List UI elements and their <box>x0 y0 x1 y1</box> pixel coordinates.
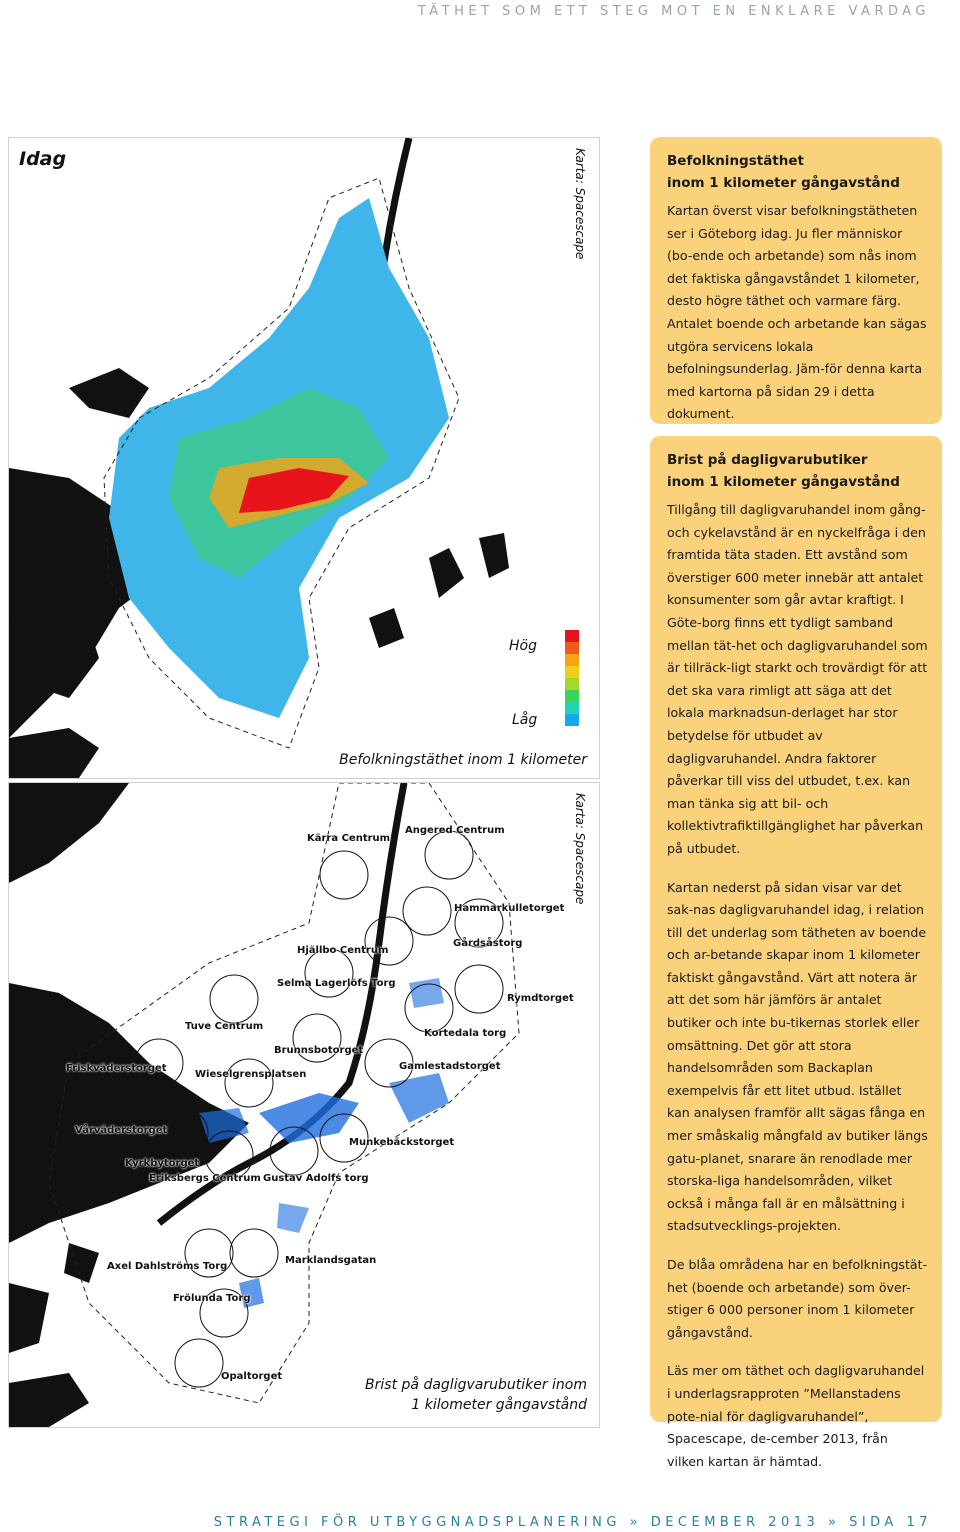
legend-swatch <box>565 654 579 666</box>
place-label: Friskväderstorget <box>66 1063 167 1074</box>
running-footer <box>214 1515 932 1530</box>
box-heading: inom 1 kilometer gångavstånd <box>667 474 900 490</box>
map-title-line: Brist på dagligvarubutiker inom <box>365 1377 587 1393</box>
density-map <box>8 137 600 779</box>
legend-swatch <box>565 666 579 678</box>
map-credit: Karta: Spacescape <box>573 148 587 260</box>
legend-low-label: Låg <box>512 712 538 728</box>
place-label: Gustav Adolfs torg <box>263 1173 369 1184</box>
box-heading: inom 1 kilometer gångavstånd <box>667 175 900 191</box>
box-body: Kartan överst visar befolkningstätheten ser i Göteborg idag. Ju fler människor (bo-ende och arbetande) som nås inom det faktiska gångavståndet 1 kilometer, desto högre täthet och varmare färg. Antalet boende och arbetande kan sägas utgöra servicens lokala befolningsunderlag. Jäm-för denna karta med kartorna på sidan 29 i detta dokument. <box>667 203 927 422</box>
box-paragraph: De blåa områdena har en befolkningstät-het (boende och arbetande) som över-stiger 6 000 personer inom 1 kilometer gångavstånd. <box>667 1257 928 1340</box>
legend-swatch <box>565 702 579 714</box>
place-label: Marklandsgatan <box>285 1255 377 1266</box>
footer-separator: » <box>827 1515 841 1530</box>
box-paragraph: Tillgång till dagligvaruhandel inom gång- och cykelavstånd är en nyckelfråga i den framtida täta staden. Ett avstånd som överstiger 600 meter innebär att antalet konsumenter som går avtar kraftigt. I Göte-borg finns ett tydligt samband mellan tät-het och dagligvaruhandel som är tillräck-ligt starkt och trovärdigt för att det ska vara rimligt att säga att det lokala marknadsun-derlaget har stor betydelse för utbudet av dagligvaruhandel. Andra faktorer påverkar till viss del utbudet, t.ex. kan man tänka sig att bil- och kollektivtrafiktillgänglighet har påverkan på utbudet. <box>667 502 928 856</box>
grocery-gap-map <box>8 782 600 1428</box>
place-label: Kortedala torg <box>424 1028 507 1039</box>
map-period-label: Idag <box>19 148 67 170</box>
map-period-label: Idag <box>19 793 67 815</box>
box-paragraph: Läs mer om täthet och dagligvaruhandel i underlagsrapproten ”Mellanstadens pote-nial för dagligvaruhandel”, Spacescape, de-cember 2013, från vilken kartan är hämtad. <box>667 1363 925 1469</box>
place-label: Angered Centrum <box>405 825 505 836</box>
place-label: Kyrkbytorget <box>125 1158 200 1169</box>
footer-date: DECEMBER 2013 <box>650 1515 820 1530</box>
box-paragraph: Kartan nederst på sidan visar var det sak-nas dagligvaruhandel idag, i relation till det underlag som tätheten av boende och ar-betande skapar inom 1 kilometer faktiskt gångavstånd. Värt att notera är att det som här jämförs är antalet butiker och inte bu-tikernas storlek eller omsättning. Det gör att stora handelsområden som Backaplan exempelvis får ett litet utbud. Istället kan analysen framför allt sägas fånga en mer småskalig mångfald av butiker längs gatu-planet, snarare än renodlade mer storska-liga handelsområden, vilket också i många fall är en målsättning i stadsutvecklings-projekten. <box>667 879 928 1234</box>
footer-doc-title: STRATEGI FÖR UTBYGGNADSPLANERING <box>213 1515 621 1530</box>
legend-swatch <box>565 678 579 690</box>
legend-swatch <box>565 690 579 702</box>
density-legend-scale <box>565 630 579 726</box>
footer-separator: » <box>629 1515 643 1530</box>
place-label: Gamlestadstorget <box>399 1061 501 1072</box>
place-label: Rymdtorget <box>507 993 574 1004</box>
place-label: Hjällbo Centrum <box>297 945 389 956</box>
map-credit: Karta: Spacescape <box>573 793 587 905</box>
map-title <box>365 1375 587 1415</box>
running-header: TÄTHET SOM ETT STEG MOT EN ENKLARE VARDAG <box>417 4 930 19</box>
place-label: Vårväderstorget <box>75 1125 168 1136</box>
legend-high-label: Hög <box>509 638 537 654</box>
footer-page-number: SIDA 17 <box>849 1515 932 1530</box>
legend-swatch <box>565 714 579 726</box>
place-label: Opaltorget <box>221 1371 283 1382</box>
place-label: Kärra Centrum <box>307 833 391 844</box>
box-heading: Befolkningstäthet <box>667 153 804 169</box>
place-label: Brunnsbotorget <box>274 1045 364 1056</box>
map-title-line: 1 kilometer gångavstånd <box>411 1397 587 1413</box>
density-info-box <box>650 137 942 424</box>
grocery-gap-map-graphic <box>9 783 599 1427</box>
place-label: Munkebäckstorget <box>349 1137 455 1148</box>
place-label: Eriksbergs Centrum <box>149 1173 261 1184</box>
density-map-graphic <box>9 138 599 778</box>
place-label: Axel Dahlströms Torg <box>107 1261 228 1272</box>
grocery-info-box <box>650 436 942 1469</box>
place-label: Tuve Centrum <box>185 1021 264 1032</box>
place-label: Gårdsåstorg <box>453 938 523 949</box>
box-heading: Brist på dagligvarubutiker <box>667 452 868 468</box>
map-title: Befolkningstäthet inom 1 kilometer <box>339 752 587 768</box>
legend-swatch <box>565 642 579 654</box>
legend-swatch <box>565 630 579 642</box>
place-label: Hammarkulletorget <box>454 903 565 914</box>
place-label: Wieselgrensplatsen <box>195 1069 307 1080</box>
place-label: Selma Lagerlöfs Torg <box>277 978 396 989</box>
place-label: Frölunda Torg <box>173 1293 251 1304</box>
